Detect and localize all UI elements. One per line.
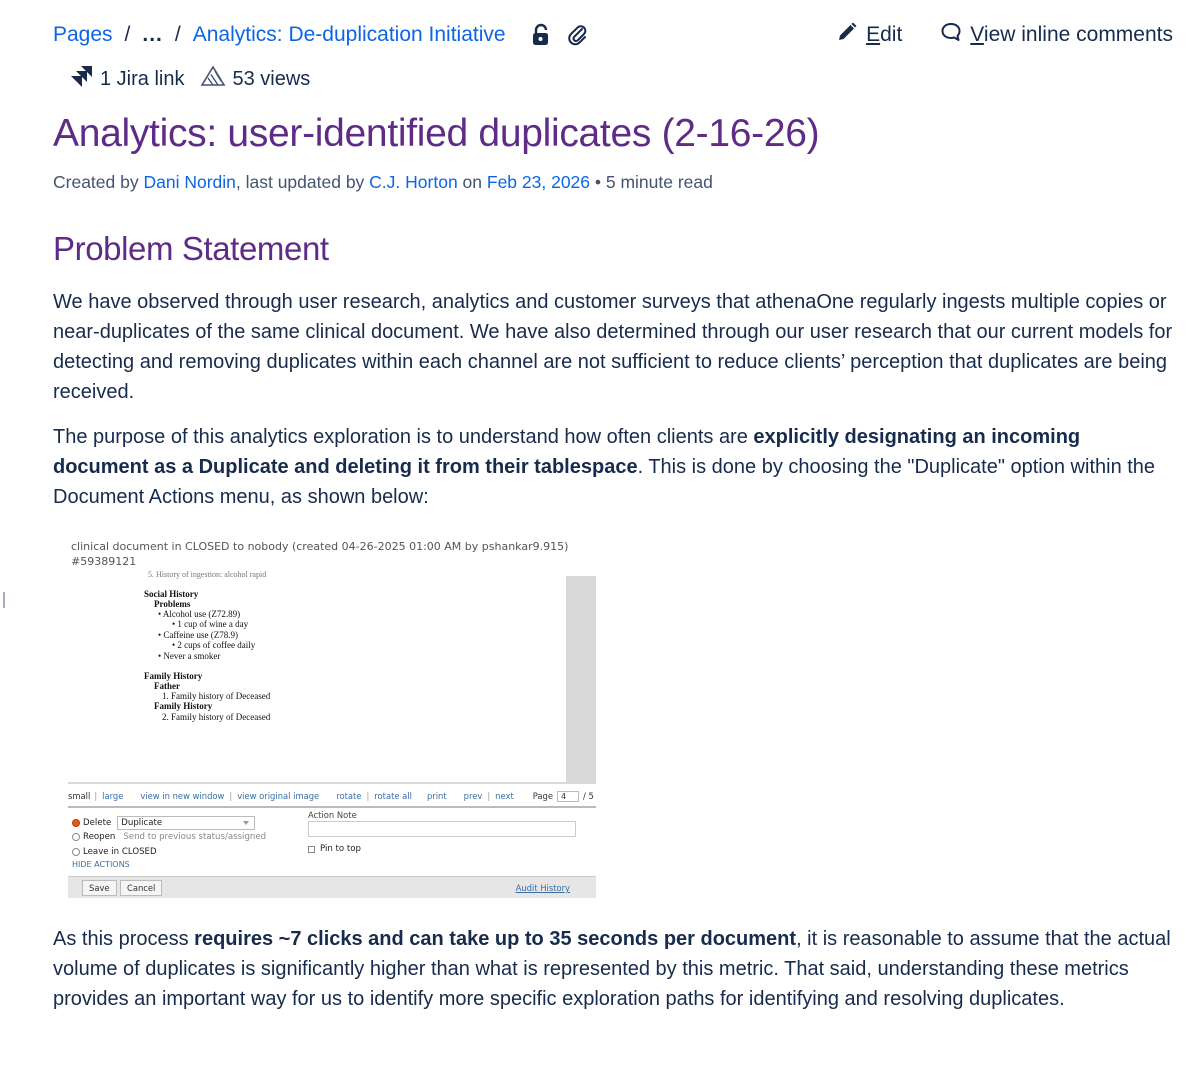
action-note-label: Action Note — [308, 810, 357, 820]
breadcrumb-pages[interactable]: Pages — [53, 23, 113, 46]
rotate-all-link[interactable]: rotate all — [374, 791, 412, 801]
paragraph — [53, 422, 1178, 512]
paragraph-text: , it is reasonable to assume that the actual volume of duplicates is significantly higher than what is represented by this metric. That said, understanding these metrics provides an important way for us to identify more specific exploration paths for identifying and resolving duplicates. — [53, 928, 1171, 1010]
toolbar-separator: | — [229, 791, 233, 801]
paragraph-text: The purpose of this analytics exploration is to understand how often clients are — [53, 426, 754, 448]
edit-label: dit — [880, 23, 903, 46]
audit-history-link[interactable]: Audit History — [515, 883, 570, 893]
rotate-link[interactable]: rotate — [336, 791, 362, 801]
top-bar — [53, 18, 1173, 52]
resize-handle[interactable] — [3, 592, 5, 608]
breadcrumb-ellipsis[interactable]: ... — [142, 23, 163, 46]
delete-option[interactable] — [72, 816, 255, 830]
comments-accesskey: V — [970, 23, 984, 46]
jira-link-button[interactable] — [68, 64, 184, 94]
page-meta-row — [68, 64, 310, 94]
delete-label: Delete — [83, 818, 112, 828]
doc-line: • 1 cup of wine a day — [172, 619, 249, 629]
attachment-icon[interactable] — [566, 23, 588, 47]
cancel-button[interactable]: Cancel — [120, 880, 162, 896]
doc-line: • Alcohol use (Z72.89) — [158, 609, 241, 619]
doc-line: Problems — [154, 599, 191, 609]
leave-option[interactable] — [72, 847, 157, 857]
view-inline-comments-button[interactable] — [940, 21, 1173, 49]
hide-actions-link[interactable]: HIDE ACTIONS — [72, 860, 130, 869]
pin-to-top-option[interactable] — [308, 844, 361, 854]
author-link[interactable]: Dani Nordin — [143, 172, 236, 192]
page-actions — [836, 18, 1173, 52]
delete-reason-select[interactable]: Duplicate — [117, 816, 255, 830]
reopen-hint: Send to previous status/assigned — [123, 832, 267, 842]
analytics-icon — [200, 65, 226, 93]
doc-line: Family History — [154, 701, 213, 711]
screenshot-document-id: #59389121 — [71, 555, 137, 568]
read-time: • 5 minute read — [590, 172, 713, 192]
section-heading: Problem Statement — [53, 230, 329, 267]
new-window-link[interactable]: view in new window — [140, 791, 225, 801]
byline — [53, 172, 713, 193]
small-link[interactable]: small — [68, 791, 91, 801]
jira-link-label: 1 Jira link — [100, 67, 185, 90]
radio-icon[interactable] — [72, 833, 80, 841]
pencil-icon — [836, 21, 858, 49]
unlock-icon[interactable] — [530, 23, 552, 47]
breadcrumb-separator: / — [124, 23, 131, 46]
page-label: Page — [532, 791, 554, 801]
toolbar-separator: | — [366, 791, 370, 801]
breadcrumb-separator: / — [174, 23, 181, 46]
doc-line: 1. Family history of Deceased — [162, 691, 271, 701]
comment-icon — [940, 21, 962, 49]
screenshot-header — [71, 539, 568, 569]
radio-selected-icon[interactable] — [72, 819, 80, 827]
page-input[interactable]: 4 — [557, 791, 579, 802]
editor-link[interactable]: C.J. Horton — [369, 172, 458, 192]
document-viewer — [68, 570, 596, 784]
breadcrumb — [53, 18, 588, 52]
screenshot-header-line: clinical document in CLOSED to nobody (created 04-26-2025 01:00 AM by pshankar9.915) — [71, 540, 569, 553]
document-actions-form — [68, 810, 596, 876]
byline-on-text: on — [457, 172, 487, 192]
doc-line: Family History — [144, 671, 203, 681]
leave-label: Leave in CLOSED — [83, 847, 157, 857]
prev-link[interactable]: prev — [463, 791, 483, 801]
paragraph-text: . This is done by choosing the "Duplicate" option within the Document Actions menu, as shown below: — [53, 456, 1156, 508]
checkbox-icon[interactable] — [308, 846, 315, 853]
doc-line: Social History — [144, 589, 199, 599]
document-page — [68, 570, 566, 782]
byline-created-text: Created by — [53, 172, 144, 192]
date-link[interactable]: Feb 23, 2026 — [486, 172, 591, 192]
reopen-option[interactable] — [72, 832, 266, 842]
form-button-bar — [68, 876, 596, 898]
embedded-screenshot[interactable] — [62, 528, 602, 900]
doc-line: • 2 cups of coffee daily — [172, 640, 256, 650]
next-link[interactable]: next — [495, 791, 514, 801]
pin-to-top-label: Pin to top — [320, 844, 362, 854]
save-button[interactable]: Save — [82, 880, 117, 896]
print-link[interactable]: print — [426, 791, 447, 801]
toolbar-separator: | — [94, 791, 98, 801]
views-count: 53 views — [232, 67, 311, 90]
breadcrumb-parent-page[interactable]: Analytics: De-duplication Initiative — [192, 23, 506, 46]
doc-line: Father — [154, 681, 180, 691]
doc-line: 5. History of ingestion: alcohol rapid — [148, 570, 267, 579]
toolbar-separator: | — [487, 791, 491, 801]
paragraph-text: As this process — [53, 928, 195, 950]
viewer-toolbar — [68, 786, 596, 808]
edit-button[interactable] — [836, 21, 902, 49]
doc-line: • Never a smoker — [158, 651, 221, 661]
doc-line: 2. Family history of Deceased — [162, 712, 271, 722]
large-link[interactable]: large — [102, 791, 124, 801]
byline-updated-text: , last updated by — [235, 172, 370, 192]
edit-accesskey: E — [866, 23, 881, 46]
jira-icon — [68, 64, 94, 94]
action-note-input[interactable] — [308, 821, 576, 837]
views-button[interactable] — [200, 65, 310, 93]
original-image-link[interactable]: view original image — [237, 791, 320, 801]
radio-icon[interactable] — [72, 848, 80, 856]
reopen-label: Reopen — [83, 832, 116, 842]
paragraph — [53, 924, 1178, 1014]
page-title: Analytics: user-identified duplicates (2-16-26) — [53, 112, 820, 155]
paragraph: We have observed through user research, analytics and customer surveys that athenaOne regularly ingests multiple copies or near-duplicates of the same clinical document. We have also determined through our user research that our current models for detecting and removing duplicates within each channel are not sufficient to reduce clients’ perception that duplicates are being received. — [53, 291, 1173, 403]
paragraph-bold: explicitly designating an incoming document as a Duplicate and deleting it from their tablespace — [53, 426, 1081, 478]
page-total: / 5 — [583, 791, 594, 801]
doc-line: • Caffeine use (Z78.9) — [158, 630, 238, 640]
comments-label: iew inline comments — [983, 23, 1173, 46]
paragraph-bold: requires ~7 clicks and can take up to 35 seconds per document — [194, 928, 797, 950]
